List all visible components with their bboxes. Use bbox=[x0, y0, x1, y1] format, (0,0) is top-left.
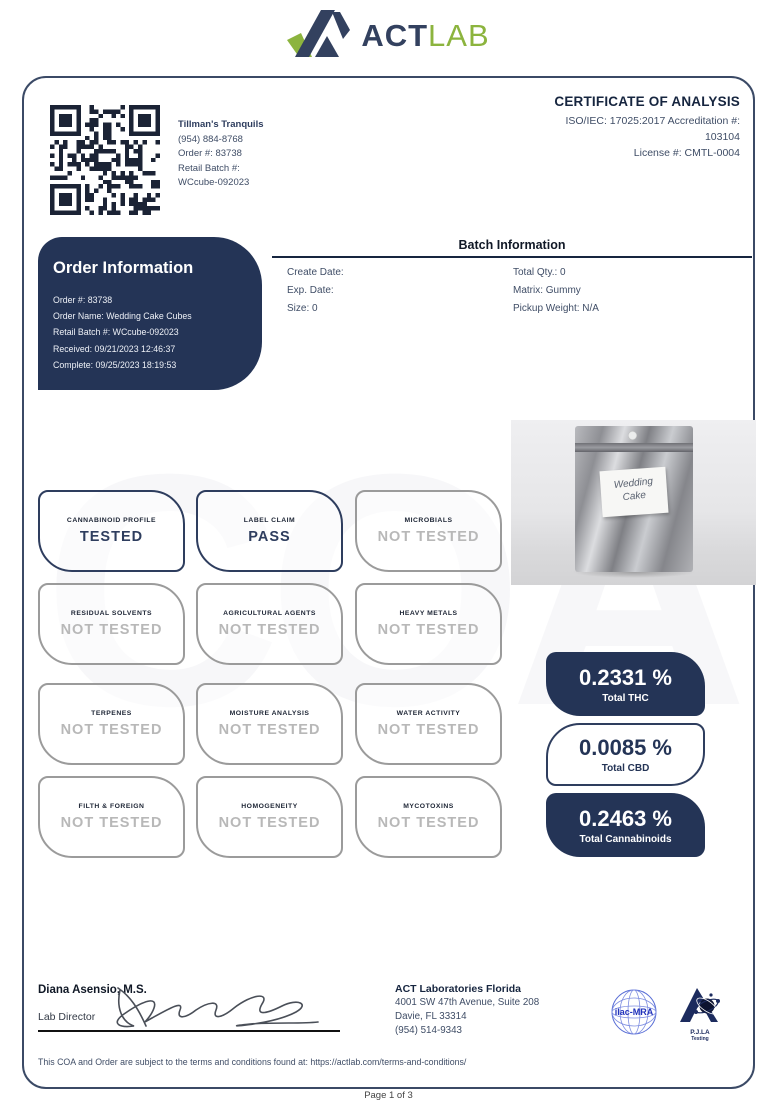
order-retail-batch: Retail Batch #: WCcube-092023 bbox=[53, 327, 179, 338]
test-tile-cannabinoid-profile bbox=[38, 490, 185, 572]
test-name: WATER ACTIVITY bbox=[396, 710, 461, 717]
test-status: NOT TESTED bbox=[60, 815, 163, 831]
batch-exp-date: Exp. Date: bbox=[287, 285, 334, 296]
test-name: HOMOGENEITY bbox=[241, 803, 298, 810]
test-name: MYCOTOXINS bbox=[403, 803, 454, 810]
total-cannabinoids-label: Total Cannabinoids bbox=[579, 833, 672, 845]
batch-create-date: Create Date: bbox=[287, 267, 344, 278]
batch-size: Size: 0 bbox=[287, 303, 318, 314]
svg-text:ilac-MRA: ilac-MRA bbox=[614, 1007, 654, 1017]
pjla-subtext: Testing bbox=[691, 1036, 709, 1042]
client-order-number: Order #: 83738 bbox=[178, 148, 242, 159]
test-tile-terpenes bbox=[38, 683, 185, 765]
batch-information-section bbox=[272, 238, 752, 318]
order-received: Received: 09/21/2023 12:46:37 bbox=[53, 343, 176, 354]
test-tile-homogeneity bbox=[196, 776, 343, 858]
test-status: PASS bbox=[248, 529, 291, 545]
lab-address-line2: Davie, FL 33314 bbox=[395, 1011, 467, 1022]
batch-right-column bbox=[513, 264, 599, 318]
accreditation-line2: 103104 bbox=[704, 131, 740, 143]
client-info-block bbox=[178, 118, 264, 191]
test-status: NOT TESTED bbox=[377, 622, 480, 638]
order-number: Order #: 83738 bbox=[53, 295, 113, 305]
test-status: NOT TESTED bbox=[218, 622, 321, 638]
actlab-logo-text bbox=[361, 18, 489, 54]
test-tile-filth-foreign bbox=[38, 776, 185, 858]
total-thc-box bbox=[546, 652, 705, 716]
total-cbd-value: 0.0085 % bbox=[579, 735, 672, 760]
lab-phone: (954) 514-9343 bbox=[395, 1025, 462, 1036]
bag-label-line1: Wedding bbox=[613, 475, 654, 492]
test-tile-microbials bbox=[355, 490, 502, 572]
bag-handwritten-label bbox=[599, 467, 668, 517]
test-name: MICROBIALS bbox=[404, 517, 453, 524]
test-name: FILTH & FOREIGN bbox=[78, 803, 145, 810]
total-thc-value: 0.2331 % bbox=[579, 664, 672, 690]
test-status: NOT TESTED bbox=[60, 722, 163, 738]
certificate-title: CERTIFICATE OF ANALYSIS bbox=[554, 94, 740, 109]
test-status: NOT TESTED bbox=[377, 722, 480, 738]
lab-address-block bbox=[395, 982, 539, 1038]
total-cbd-box bbox=[546, 723, 705, 786]
test-name: CANNABINOID PROFILE bbox=[66, 517, 157, 524]
test-tile-mycotoxins bbox=[355, 776, 502, 858]
actlab-logo bbox=[0, 10, 777, 62]
client-retail-batch-value: WCcube-092023 bbox=[178, 177, 250, 188]
order-complete: Complete: 09/25/2023 18:19:53 bbox=[53, 359, 177, 370]
test-name: AGRICULTURAL AGENTS bbox=[223, 610, 316, 617]
batch-divider bbox=[272, 256, 752, 258]
actlab-logo-icon bbox=[287, 10, 351, 62]
qr-code bbox=[50, 105, 160, 215]
lab-address-line1: 4001 SW 47th Avenue, Suite 208 bbox=[395, 997, 540, 1008]
accreditation-line1: ISO/IEC: 17025:2017 Accreditation #: bbox=[565, 115, 740, 127]
logo-act-text: ACT bbox=[361, 18, 429, 53]
batch-total-qty: Total Qty.: 0 bbox=[513, 267, 566, 278]
test-status: TESTED bbox=[79, 529, 144, 545]
test-tile-moisture-analysis bbox=[196, 683, 343, 765]
certificate-header bbox=[554, 94, 740, 161]
test-name: RESIDUAL SOLVENTS bbox=[70, 610, 153, 617]
test-tile-label-claim bbox=[196, 490, 343, 572]
license-number: License #: CMTL-0004 bbox=[633, 147, 740, 159]
total-cannabinoids-box bbox=[546, 793, 705, 857]
logo-lab-text: LAB bbox=[428, 18, 490, 53]
test-name: TERPENES bbox=[91, 710, 132, 717]
total-cannabinoids-value: 0.2463 % bbox=[579, 805, 672, 831]
test-status: NOT TESTED bbox=[377, 815, 480, 831]
order-information-panel bbox=[38, 237, 262, 390]
certificate-accreditation bbox=[554, 113, 740, 161]
order-name: Order Name: Wedding Cake Cubes bbox=[53, 311, 192, 322]
test-name: HEAVY METALS bbox=[399, 610, 458, 617]
lab-name: ACT Laboratories Florida bbox=[395, 983, 522, 995]
terms-text: This COA and Order are subject to the terms and conditions found at: https://actlab.com/terms-and-conditions/ bbox=[38, 1057, 467, 1067]
test-status: NOT TESTED bbox=[60, 622, 163, 638]
batch-information-title: Batch Information bbox=[458, 238, 566, 252]
total-thc-label: Total THC bbox=[602, 692, 649, 704]
bag-hang-hole bbox=[628, 431, 637, 440]
test-tile-water-activity bbox=[355, 683, 502, 765]
client-name: Tillman's Tranquils bbox=[178, 119, 264, 130]
test-name: LABEL CLAIM bbox=[243, 517, 296, 524]
batch-pickup-weight: Pickup Weight: N/A bbox=[513, 303, 599, 314]
batch-left-column bbox=[287, 264, 513, 318]
product-photo bbox=[511, 420, 756, 585]
lab-director-name: Diana Asensio, M.S. bbox=[38, 984, 147, 996]
order-information-title: Order Information bbox=[53, 259, 194, 277]
test-name: MOISTURE ANALYSIS bbox=[229, 710, 310, 717]
test-status: NOT TESTED bbox=[377, 529, 480, 545]
bag-label-line2: Cake bbox=[622, 489, 647, 504]
signature-scribble bbox=[100, 982, 335, 1032]
page-number: Page 1 of 3 bbox=[364, 1090, 413, 1101]
pjla-logo bbox=[676, 984, 724, 1042]
test-tile-residual-solvents bbox=[38, 583, 185, 665]
bag-zip-seal bbox=[575, 443, 693, 452]
ilac-mra-logo bbox=[610, 988, 658, 1041]
total-cbd-label: Total CBD bbox=[601, 763, 650, 774]
client-phone: (954) 884-8768 bbox=[178, 133, 243, 145]
test-tile-heavy-metals bbox=[355, 583, 502, 665]
test-status: NOT TESTED bbox=[218, 815, 321, 831]
lab-director-title: Lab Director bbox=[38, 1011, 96, 1023]
test-tile-agricultural-agents bbox=[196, 583, 343, 665]
pjla-text: P.J.LA bbox=[690, 1029, 710, 1036]
batch-matrix: Matrix: Gummy bbox=[513, 285, 581, 296]
test-status: NOT TESTED bbox=[218, 722, 321, 738]
mylar-bag bbox=[575, 426, 693, 572]
client-retail-batch-label: Retail Batch #: bbox=[178, 162, 240, 174]
